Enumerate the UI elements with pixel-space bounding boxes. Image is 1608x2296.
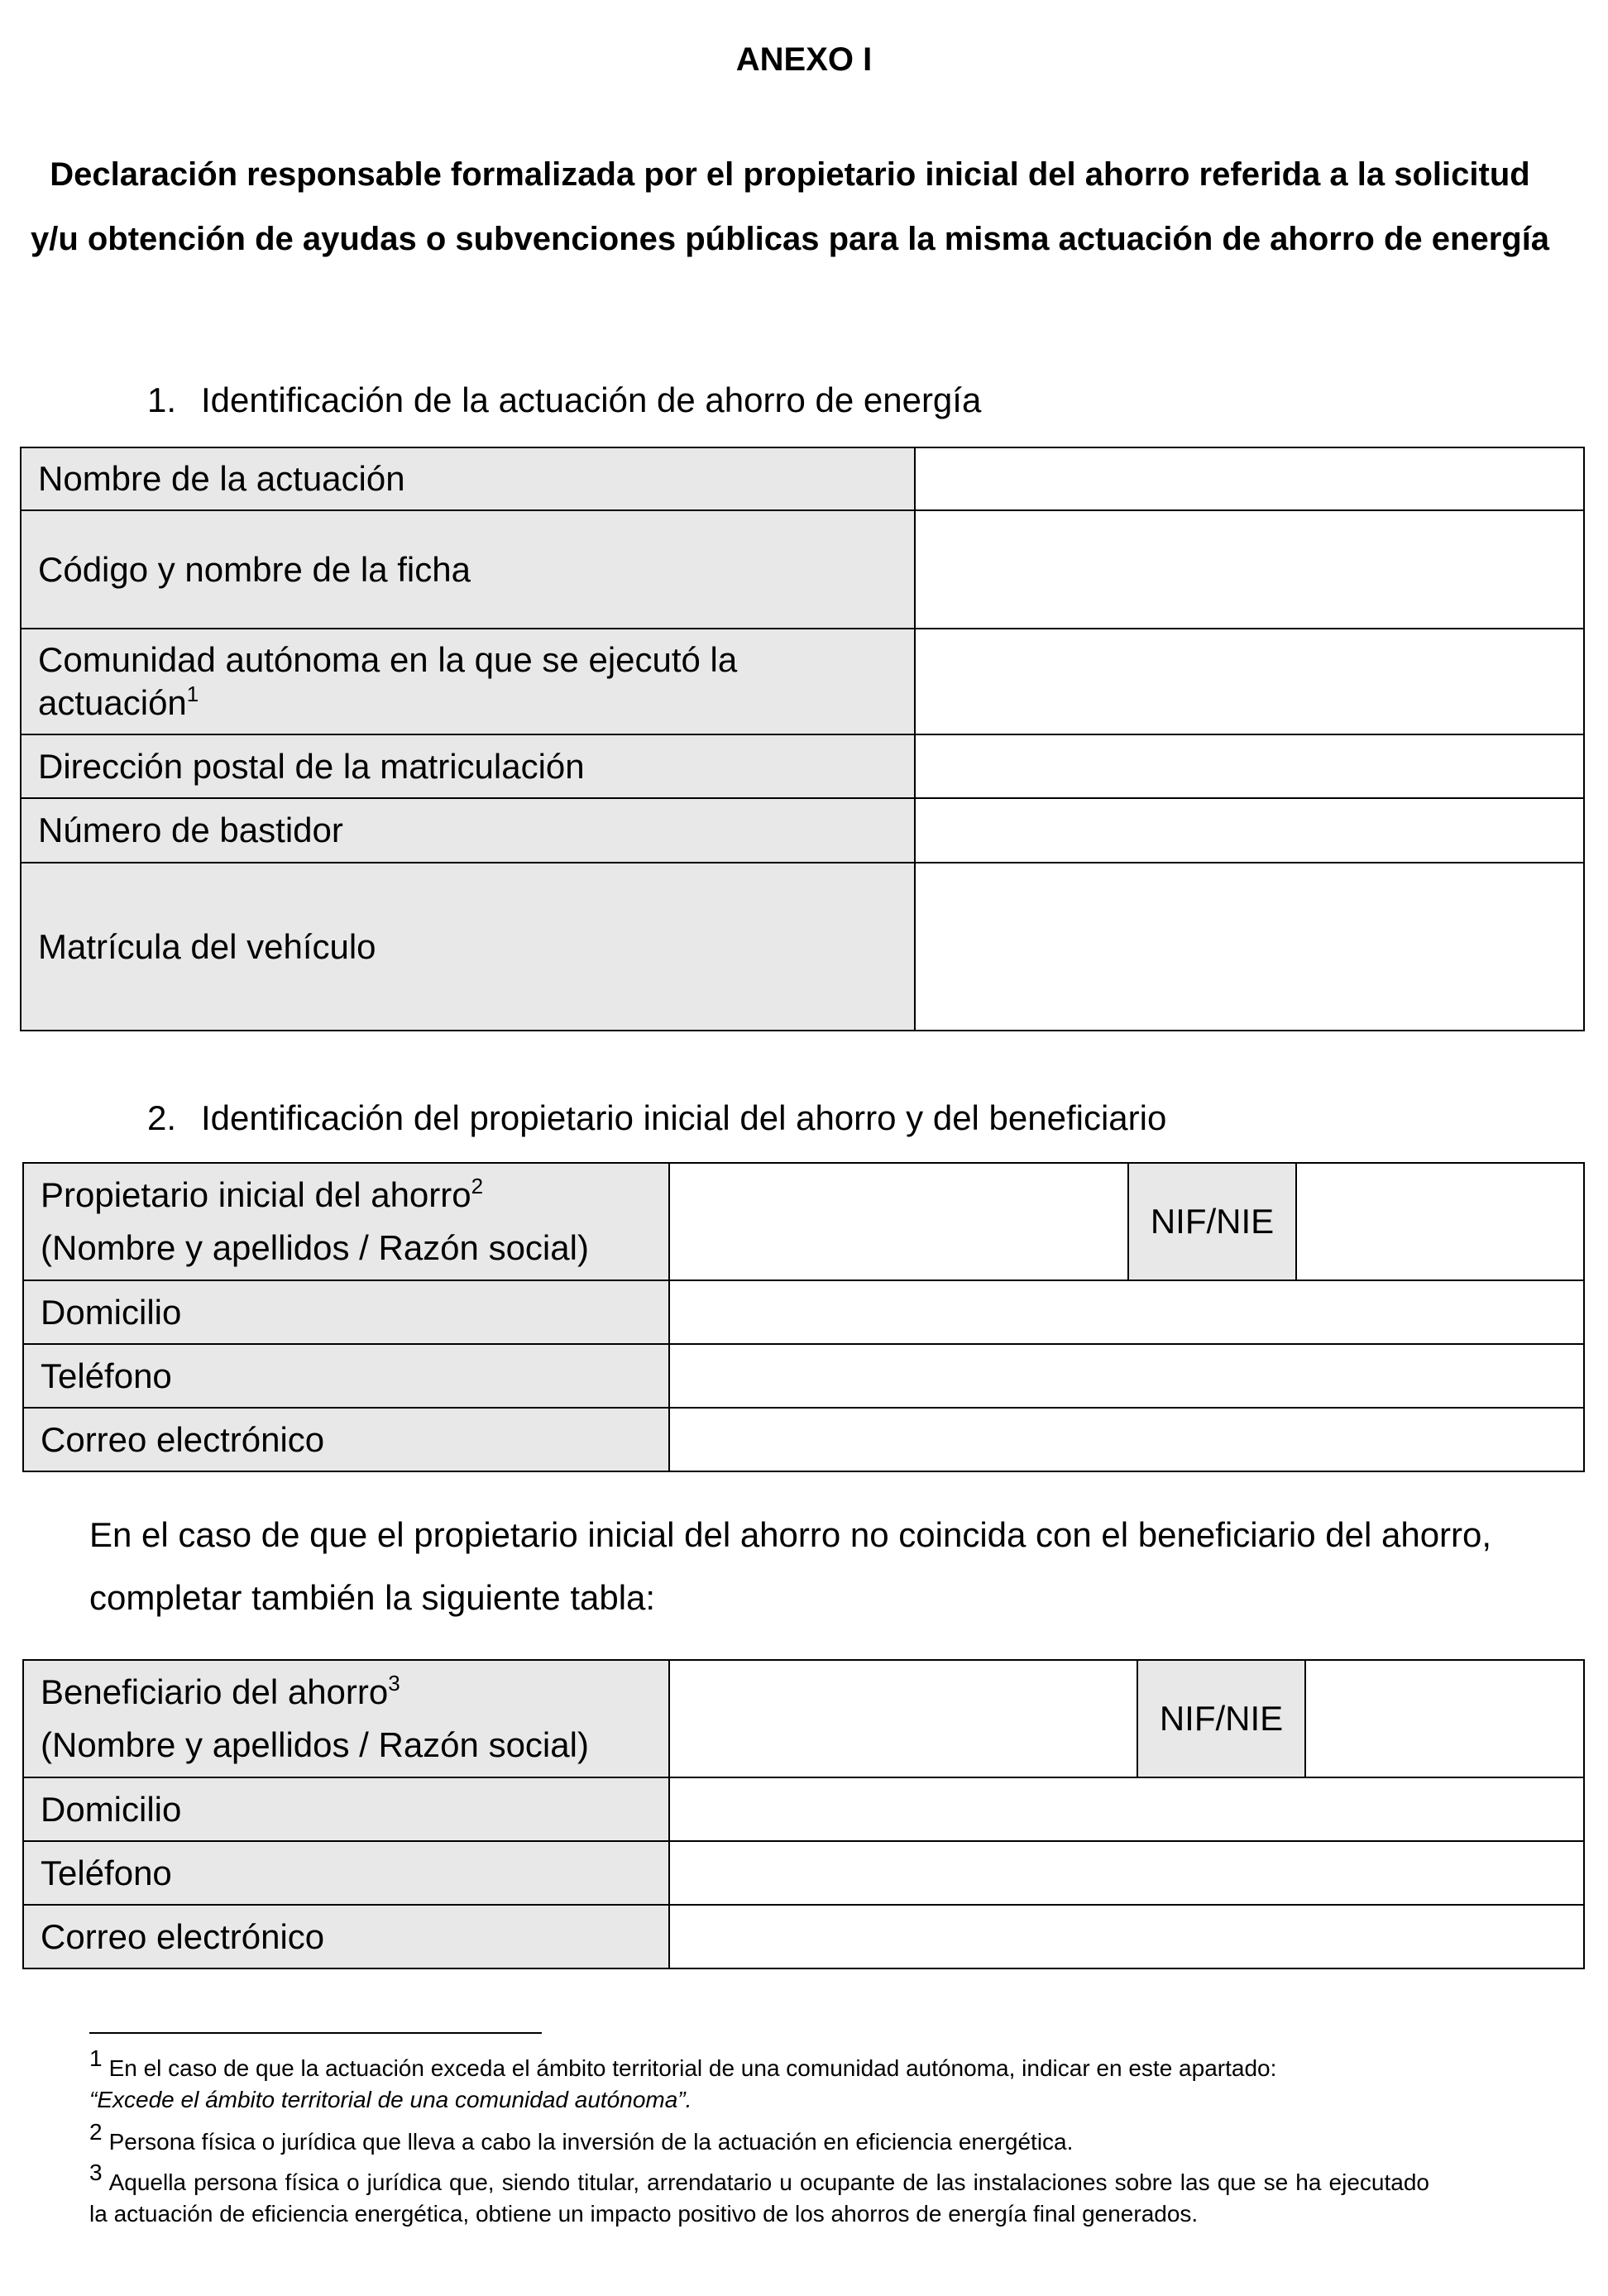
table-row	[23, 1841, 1584, 1905]
row-label: Domicilio	[23, 1777, 669, 1841]
action-name-field[interactable]	[915, 447, 1584, 510]
row-label-text: Comunidad autónoma en la que se ejecutó la actuación	[38, 640, 738, 722]
table-row	[21, 629, 1584, 734]
table-row	[23, 1408, 1584, 1471]
row-label: Correo electrónico	[23, 1408, 669, 1471]
row-label: Correo electrónico	[23, 1905, 669, 1968]
section-2-number: 2.	[147, 1098, 177, 1137]
annex-title: ANEXO I	[735, 41, 873, 78]
row-label: Nombre de la actuación	[21, 447, 915, 510]
owner-address-field[interactable]	[669, 1280, 1584, 1344]
footnote-text: En el caso de que la actuación exceda el ámbito territorial de una comunidad autónoma, indicar en este apartado:	[108, 2055, 1277, 2081]
owner-name-field[interactable]	[669, 1163, 1128, 1280]
footnote-quote: “Excede el ámbito territorial de una comunidad autónoma”.	[89, 2087, 692, 2112]
row-label	[21, 629, 915, 734]
table-row	[21, 863, 1584, 1031]
row-label	[23, 1660, 669, 1777]
beneficiary-label-line2: (Nombre y apellidos / Razón social)	[41, 1725, 589, 1764]
footnote-separator	[89, 2032, 542, 2034]
row-label: Dirección postal de la matriculación	[21, 734, 915, 798]
vehicle-plate-field[interactable]	[915, 863, 1584, 1031]
row-label: Teléfono	[23, 1841, 669, 1905]
footnote-text: Aquella persona física o jurídica que, siendo titular, arrendatario u ocupante de las instalaciones sobre las que se ha ejecutado la actuación de eficiencia energética, obtiene un impacto positivo de los ahorros de energía final generados.	[89, 2169, 1429, 2227]
nif-label: NIF/NIE	[1128, 1163, 1296, 1280]
row-label	[23, 1163, 669, 1280]
section-1-number: 1.	[147, 380, 177, 419]
row-label: Código y nombre de la ficha	[21, 510, 915, 629]
section-2-title: Identificación del propietario inicial del ahorro y del beneficiario	[201, 1098, 1167, 1137]
row-label: Matrícula del vehículo	[21, 863, 915, 1031]
action-identification-table	[20, 447, 1585, 1031]
footnote-2	[89, 2119, 1429, 2158]
footnote-mark: 3	[89, 2160, 103, 2185]
footnote-ref: 1	[186, 682, 199, 706]
row-label: Teléfono	[23, 1344, 669, 1408]
beneficiary-nif-field[interactable]	[1305, 1660, 1584, 1777]
table-row	[21, 734, 1584, 798]
footnote-ref: 3	[388, 1671, 400, 1696]
footnote-ref: 2	[471, 1174, 484, 1198]
beneficiary-name-field[interactable]	[669, 1660, 1137, 1777]
row-label: Número de bastidor	[21, 798, 915, 863]
beneficiary-identification-table	[22, 1659, 1585, 1969]
table-row	[23, 1905, 1584, 1968]
table-row	[23, 1163, 1584, 1280]
table-row	[23, 1660, 1584, 1777]
beneficiary-label-line1: Beneficiario del ahorro	[41, 1672, 389, 1711]
table-row	[21, 510, 1584, 629]
autonomous-community-field[interactable]	[915, 629, 1584, 734]
footnote-1	[89, 2045, 1429, 2116]
table-row	[23, 1777, 1584, 1841]
section-1-title: Identificación de la actuación de ahorro de energía	[201, 380, 982, 419]
sheet-code-field[interactable]	[915, 510, 1584, 629]
document-title: Declaración responsable formalizada por el propietario inicial del ahorro referida a la solicitud y/u obtención de ayudas o subvenciones públicas para la misma actuación de ahorro de energía	[30, 156, 1550, 257]
beneficiary-address-field[interactable]	[669, 1777, 1584, 1841]
section-1-heading	[147, 380, 981, 420]
table-row	[21, 798, 1584, 863]
section-2-heading	[147, 1098, 1166, 1138]
footnote-3	[89, 2160, 1429, 2230]
footnote-mark: 1	[89, 2045, 103, 2071]
owner-label-line1: Propietario inicial del ahorro	[41, 1175, 471, 1214]
beneficiary-email-field[interactable]	[669, 1905, 1584, 1968]
owner-phone-field[interactable]	[669, 1344, 1584, 1408]
owner-email-field[interactable]	[669, 1408, 1584, 1471]
beneficiary-phone-field[interactable]	[669, 1841, 1584, 1905]
beneficiary-instruction: En el caso de que el propietario inicial del ahorro no coincida con el beneficiario del ahorro, completar también la siguiente tabla:	[89, 1515, 1492, 1617]
owner-label-line2: (Nombre y apellidos / Razón social)	[41, 1228, 589, 1267]
footnote-mark: 2	[89, 2119, 103, 2145]
table-row	[23, 1344, 1584, 1408]
owner-identification-table	[22, 1162, 1585, 1472]
footnote-text: Persona física o jurídica que lleva a cabo la inversión de la actuación en eficiencia energética.	[108, 2129, 1074, 2155]
row-label: Domicilio	[23, 1280, 669, 1344]
owner-nif-field[interactable]	[1296, 1163, 1584, 1280]
table-row	[21, 447, 1584, 510]
table-row	[23, 1280, 1584, 1344]
chassis-number-field[interactable]	[915, 798, 1584, 863]
postal-address-field[interactable]	[915, 734, 1584, 798]
nif-label: NIF/NIE	[1137, 1660, 1305, 1777]
